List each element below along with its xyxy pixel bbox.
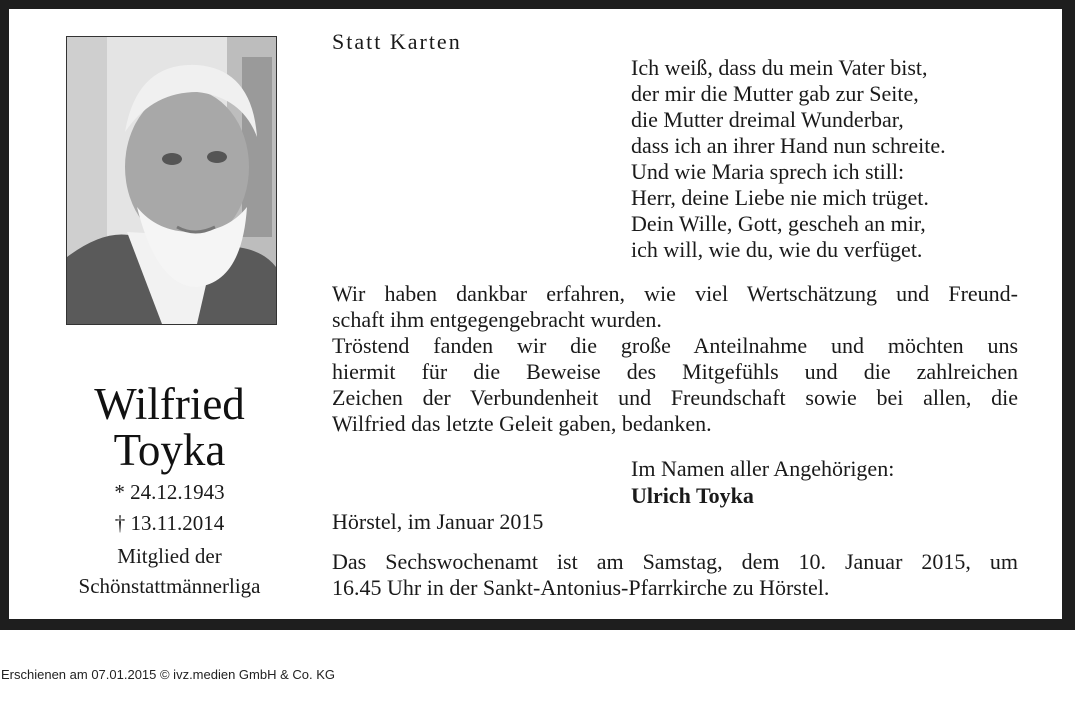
service-line: Das Sechswochenamt ist am Samstag, dem 10. Januar 2015, um — [332, 549, 1018, 574]
death-date: † 13.11.2014 — [114, 511, 225, 535]
thanks-paragraph — [332, 281, 1018, 437]
membership-line-2: Schönstattmännerliga — [78, 574, 261, 598]
poem-line: ich will, wie du, wie du verfüget. — [631, 237, 923, 262]
thanks-line: schaft ihm entgegengebracht wurden. — [332, 307, 662, 332]
thanks-line: Wir haben dankbar erfahren, wie viel Wertschätzung und Freund- — [332, 281, 1018, 306]
poem-line: der mir die Mutter gab zur Seite, — [631, 81, 919, 106]
portrait-photo — [66, 36, 277, 325]
signature — [631, 455, 894, 509]
deceased-first-name: Wilfried — [94, 379, 245, 429]
publication-footer: Erschienen am 07.01.2015 © ivz.medien GmbH & Co. KG — [1, 667, 336, 682]
service-paragraph — [332, 549, 1018, 601]
poem-line: Dein Wille, Gott, gescheh an mir, — [631, 211, 926, 236]
poem — [631, 55, 946, 263]
birth-date: * 24.12.1943 — [114, 480, 225, 504]
notice-header: Statt Karten — [332, 29, 462, 54]
poem-line: die Mutter dreimal Wunderbar, — [631, 107, 904, 132]
poem-line: dass ich an ihrer Hand nun schreite. — [631, 133, 946, 158]
poem-line: Herr, deine Liebe nie mich trüget. — [631, 185, 929, 210]
signature-intro: Im Namen aller Angehörigen: — [631, 456, 895, 481]
deceased-last-name: Toyka — [113, 425, 226, 475]
signature-name: Ulrich Toyka — [631, 483, 754, 508]
thanks-line: Zeichen der Verbundenheit und Freundschaft sowie bei allen, die — [332, 385, 1018, 410]
thanks-line: hiermit für die Beweise des Mitgefühls und die zahlreichen — [332, 359, 1018, 384]
service-line: 16.45 Uhr in der Sankt-Antonius-Pfarrkirche zu Hörstel. — [332, 575, 830, 600]
poem-line: Ich weiß, dass du mein Vater bist, — [631, 55, 928, 80]
membership-line-1: Mitglied der — [117, 544, 222, 568]
thanks-line: Wilfried das letzte Geleit gaben, bedanken. — [332, 411, 712, 436]
place-date: Hörstel, im Januar 2015 — [332, 509, 544, 534]
thanks-line: Tröstend fanden wir die große Anteilnahme und möchten uns — [332, 333, 1018, 358]
notice-body — [9, 9, 1062, 619]
poem-line: Und wie Maria sprech ich still: — [631, 159, 905, 184]
